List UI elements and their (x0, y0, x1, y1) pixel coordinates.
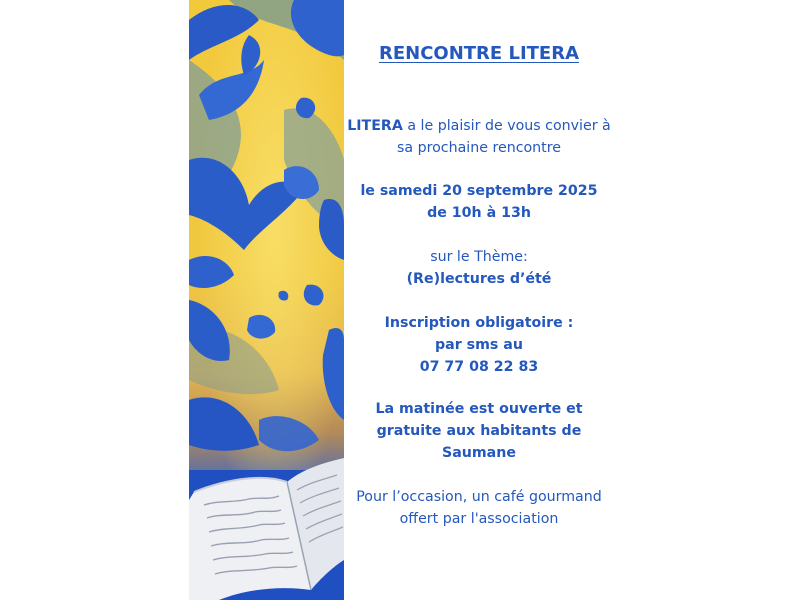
event-day: le samedi 20 septembre 2025 (360, 183, 598, 199)
intro-paragraph (344, 115, 614, 159)
intro-line-2: sa prochaine rencontre (397, 140, 561, 156)
closing-note (344, 486, 614, 530)
theme-value: (Re)lectures d’été (406, 271, 552, 287)
event-theme (344, 246, 614, 290)
open-book-illustration-icon (189, 0, 344, 600)
registration-line-1: Inscription obligatoire : (384, 315, 574, 331)
intro-line-1-rest: a le plaisir de vous convier à (402, 118, 611, 134)
text-panel (344, 0, 614, 600)
closing-line-2: offert par l'association (399, 511, 559, 527)
access-line-3: Saumane (442, 445, 516, 461)
access-line-1: La matinée est ouverte et (375, 401, 583, 417)
organization-name: LITERA (347, 118, 403, 134)
event-date (344, 180, 614, 224)
event-hours: de 10h à 13h (427, 205, 531, 221)
registration-info (344, 312, 614, 378)
flyer-title: RENCONTRE LITERA (378, 43, 580, 64)
closing-line-1: Pour l’occasion, un café gourmand (356, 489, 602, 505)
registration-phone: 07 77 08 22 83 (419, 359, 539, 375)
registration-line-2: par sms au (435, 337, 523, 353)
access-line-2: gratuite aux habitants de (376, 423, 582, 439)
access-info (344, 398, 614, 464)
theme-label: sur le Thème: (430, 249, 528, 265)
decorative-artwork (189, 0, 344, 600)
